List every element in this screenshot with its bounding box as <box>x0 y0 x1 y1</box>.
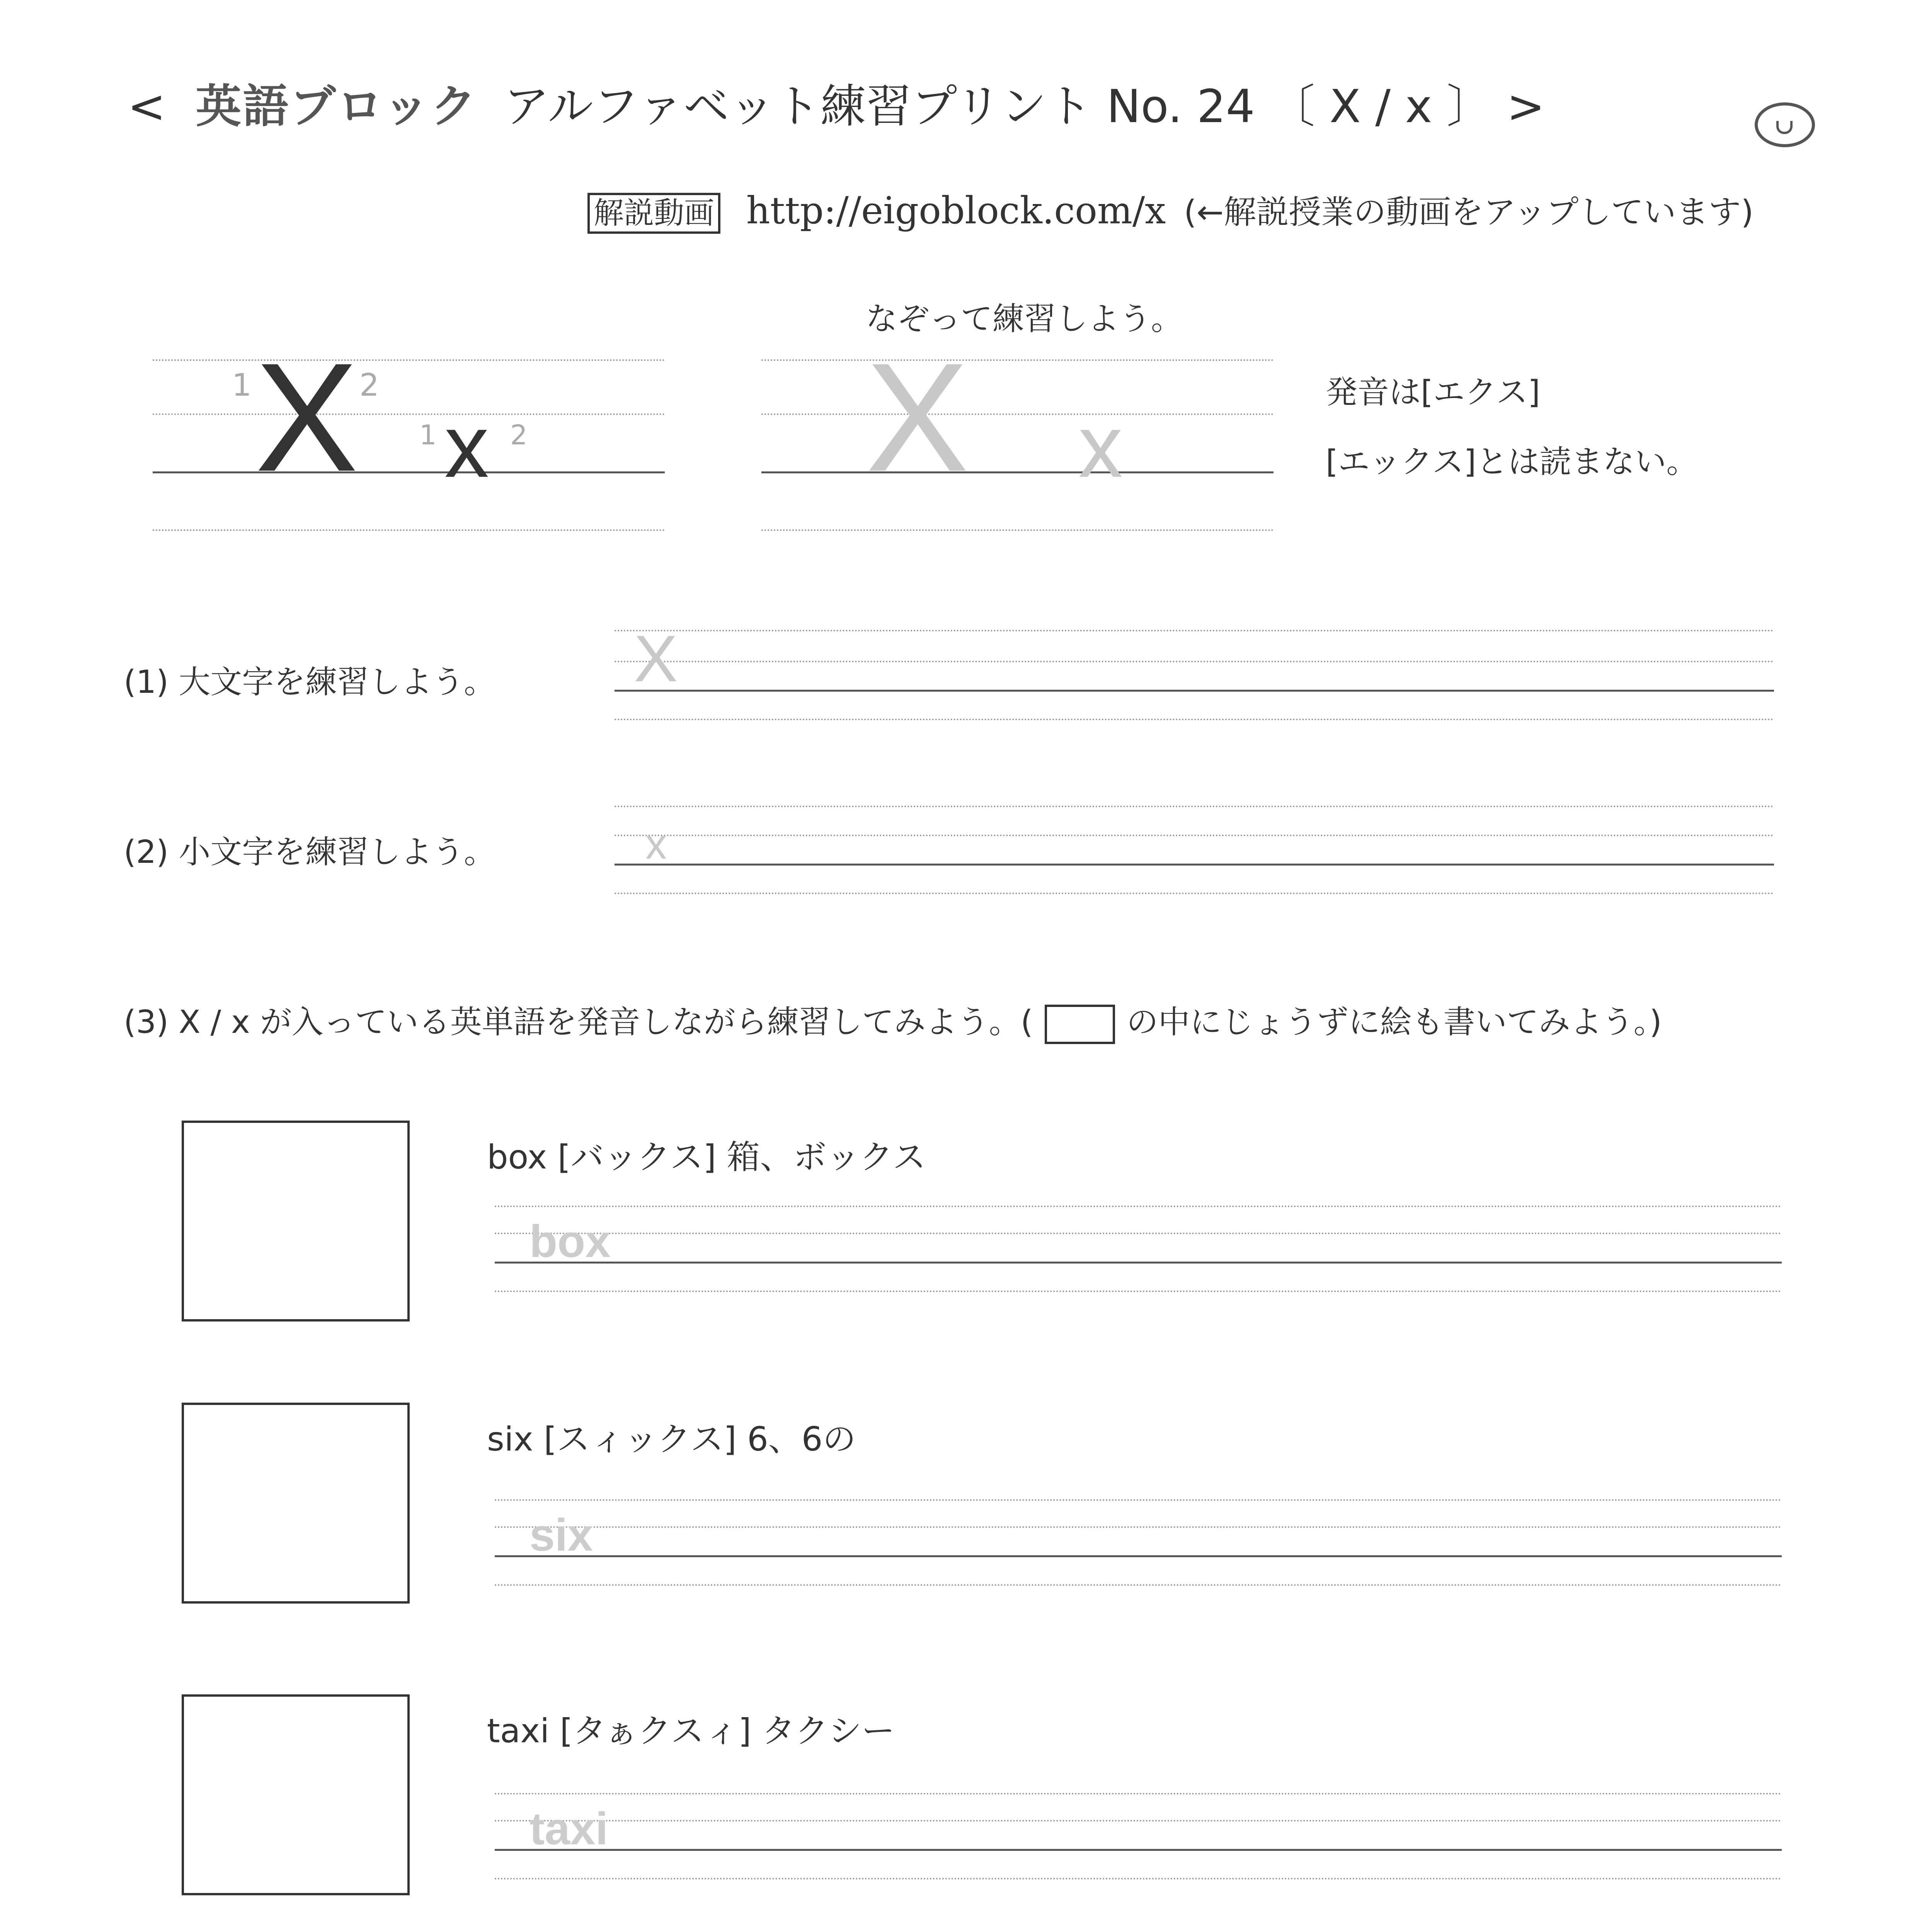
guide-baseline <box>153 471 665 473</box>
smiley-face-icon <box>1755 102 1815 147</box>
word-heading: taxi [タぁクスィ] タクシー <box>487 1712 895 1750</box>
letter-pair: 〔 X / x 〕 <box>1269 80 1492 133</box>
trace-dotted-bottom <box>761 529 1273 531</box>
stroke-number-1: 1 <box>232 367 252 403</box>
trace-dotted-top <box>761 359 1273 361</box>
ex2-dotted-mid <box>615 835 1774 836</box>
left-bracket: < <box>128 80 166 133</box>
ex2-guide-letter: x <box>645 820 667 868</box>
stroke-number-2: 2 <box>359 367 379 403</box>
trace-dotted-mid <box>761 413 1273 415</box>
word-dotted-bottom <box>495 1584 1782 1586</box>
video-link-row <box>587 187 1754 236</box>
word-dotted-mid <box>495 1233 1782 1234</box>
word-trace: six <box>529 1510 593 1561</box>
drawing-box-taxi[interactable] <box>182 1694 410 1895</box>
exercise-1-label: (1) 大文字を練習しよう。 <box>124 664 496 701</box>
trace-caption: なぞって練習しよう。 <box>866 301 1183 337</box>
pronunciation-note-2: [エックス]とは読まない。 <box>1326 444 1698 480</box>
trace-upper-x: X <box>866 331 969 503</box>
ex1-dotted-bottom <box>615 719 1774 720</box>
trace-lower-x: x <box>1078 396 1123 496</box>
guide-dotted-mid <box>153 413 665 415</box>
drawing-box-box[interactable] <box>182 1121 410 1321</box>
word-dotted-top <box>495 1499 1782 1501</box>
model-lower-x: x <box>444 396 489 496</box>
word-baseline[interactable] <box>495 1555 1782 1557</box>
word-trace: taxi <box>529 1803 608 1854</box>
picture-box-sample <box>1045 1005 1115 1044</box>
ex1-guide-letter: X <box>634 622 678 696</box>
word-dotted-mid <box>495 1820 1782 1821</box>
right-bracket: > <box>1507 80 1545 133</box>
ex2-dotted-bottom <box>615 893 1774 894</box>
ex1-baseline <box>615 690 1774 692</box>
video-note: (←解説授業の動画をアップしています) <box>1184 193 1754 231</box>
word-dotted-mid <box>495 1526 1782 1528</box>
word-trace: box <box>529 1216 611 1267</box>
word-heading: box [バックス] 箱、ボックス <box>487 1138 926 1177</box>
exercise-3-label <box>124 997 1662 1044</box>
stroke-number-2-lower: 2 <box>510 419 528 451</box>
title-text: アルファベット練習プリント No. 24 <box>504 80 1255 133</box>
pronunciation-note-1: 発音は[エクス] <box>1326 374 1541 411</box>
ex1-dotted-top <box>615 630 1774 631</box>
drawing-box-six[interactable] <box>182 1403 410 1604</box>
page-title <box>128 79 1545 133</box>
ex2-dotted-top <box>615 806 1774 807</box>
guide-dotted-top <box>153 359 665 361</box>
word-dotted-top <box>495 1793 1782 1794</box>
brand-logo: 英語ブロック <box>196 80 478 133</box>
ex3-label-before: (3) X / x が入っている英単語を発音しながら練習してみよう。( <box>124 1004 1033 1041</box>
stroke-number-1-lower: 1 <box>419 419 437 451</box>
exercise-2-label: (2) 小文字を練習しよう。 <box>124 834 496 871</box>
ex1-dotted-mid <box>615 661 1774 662</box>
guide-dotted-bottom <box>153 529 665 531</box>
word-dotted-bottom <box>495 1878 1782 1879</box>
word-baseline[interactable] <box>495 1262 1782 1264</box>
trace-baseline[interactable] <box>761 471 1273 473</box>
video-url-link[interactable]: http://eigoblock.com/x <box>746 189 1166 232</box>
word-baseline[interactable] <box>495 1849 1782 1851</box>
video-label: 解説動画 <box>587 193 720 234</box>
model-upper-x: X <box>255 331 358 503</box>
ex3-label-after: の中にじょうずに絵も書いてみよう。) <box>1126 1004 1662 1041</box>
word-dotted-top <box>495 1206 1782 1207</box>
word-heading: six [スィックス] 6、6の <box>487 1420 856 1459</box>
ex2-baseline <box>615 864 1774 866</box>
word-dotted-bottom <box>495 1291 1782 1292</box>
